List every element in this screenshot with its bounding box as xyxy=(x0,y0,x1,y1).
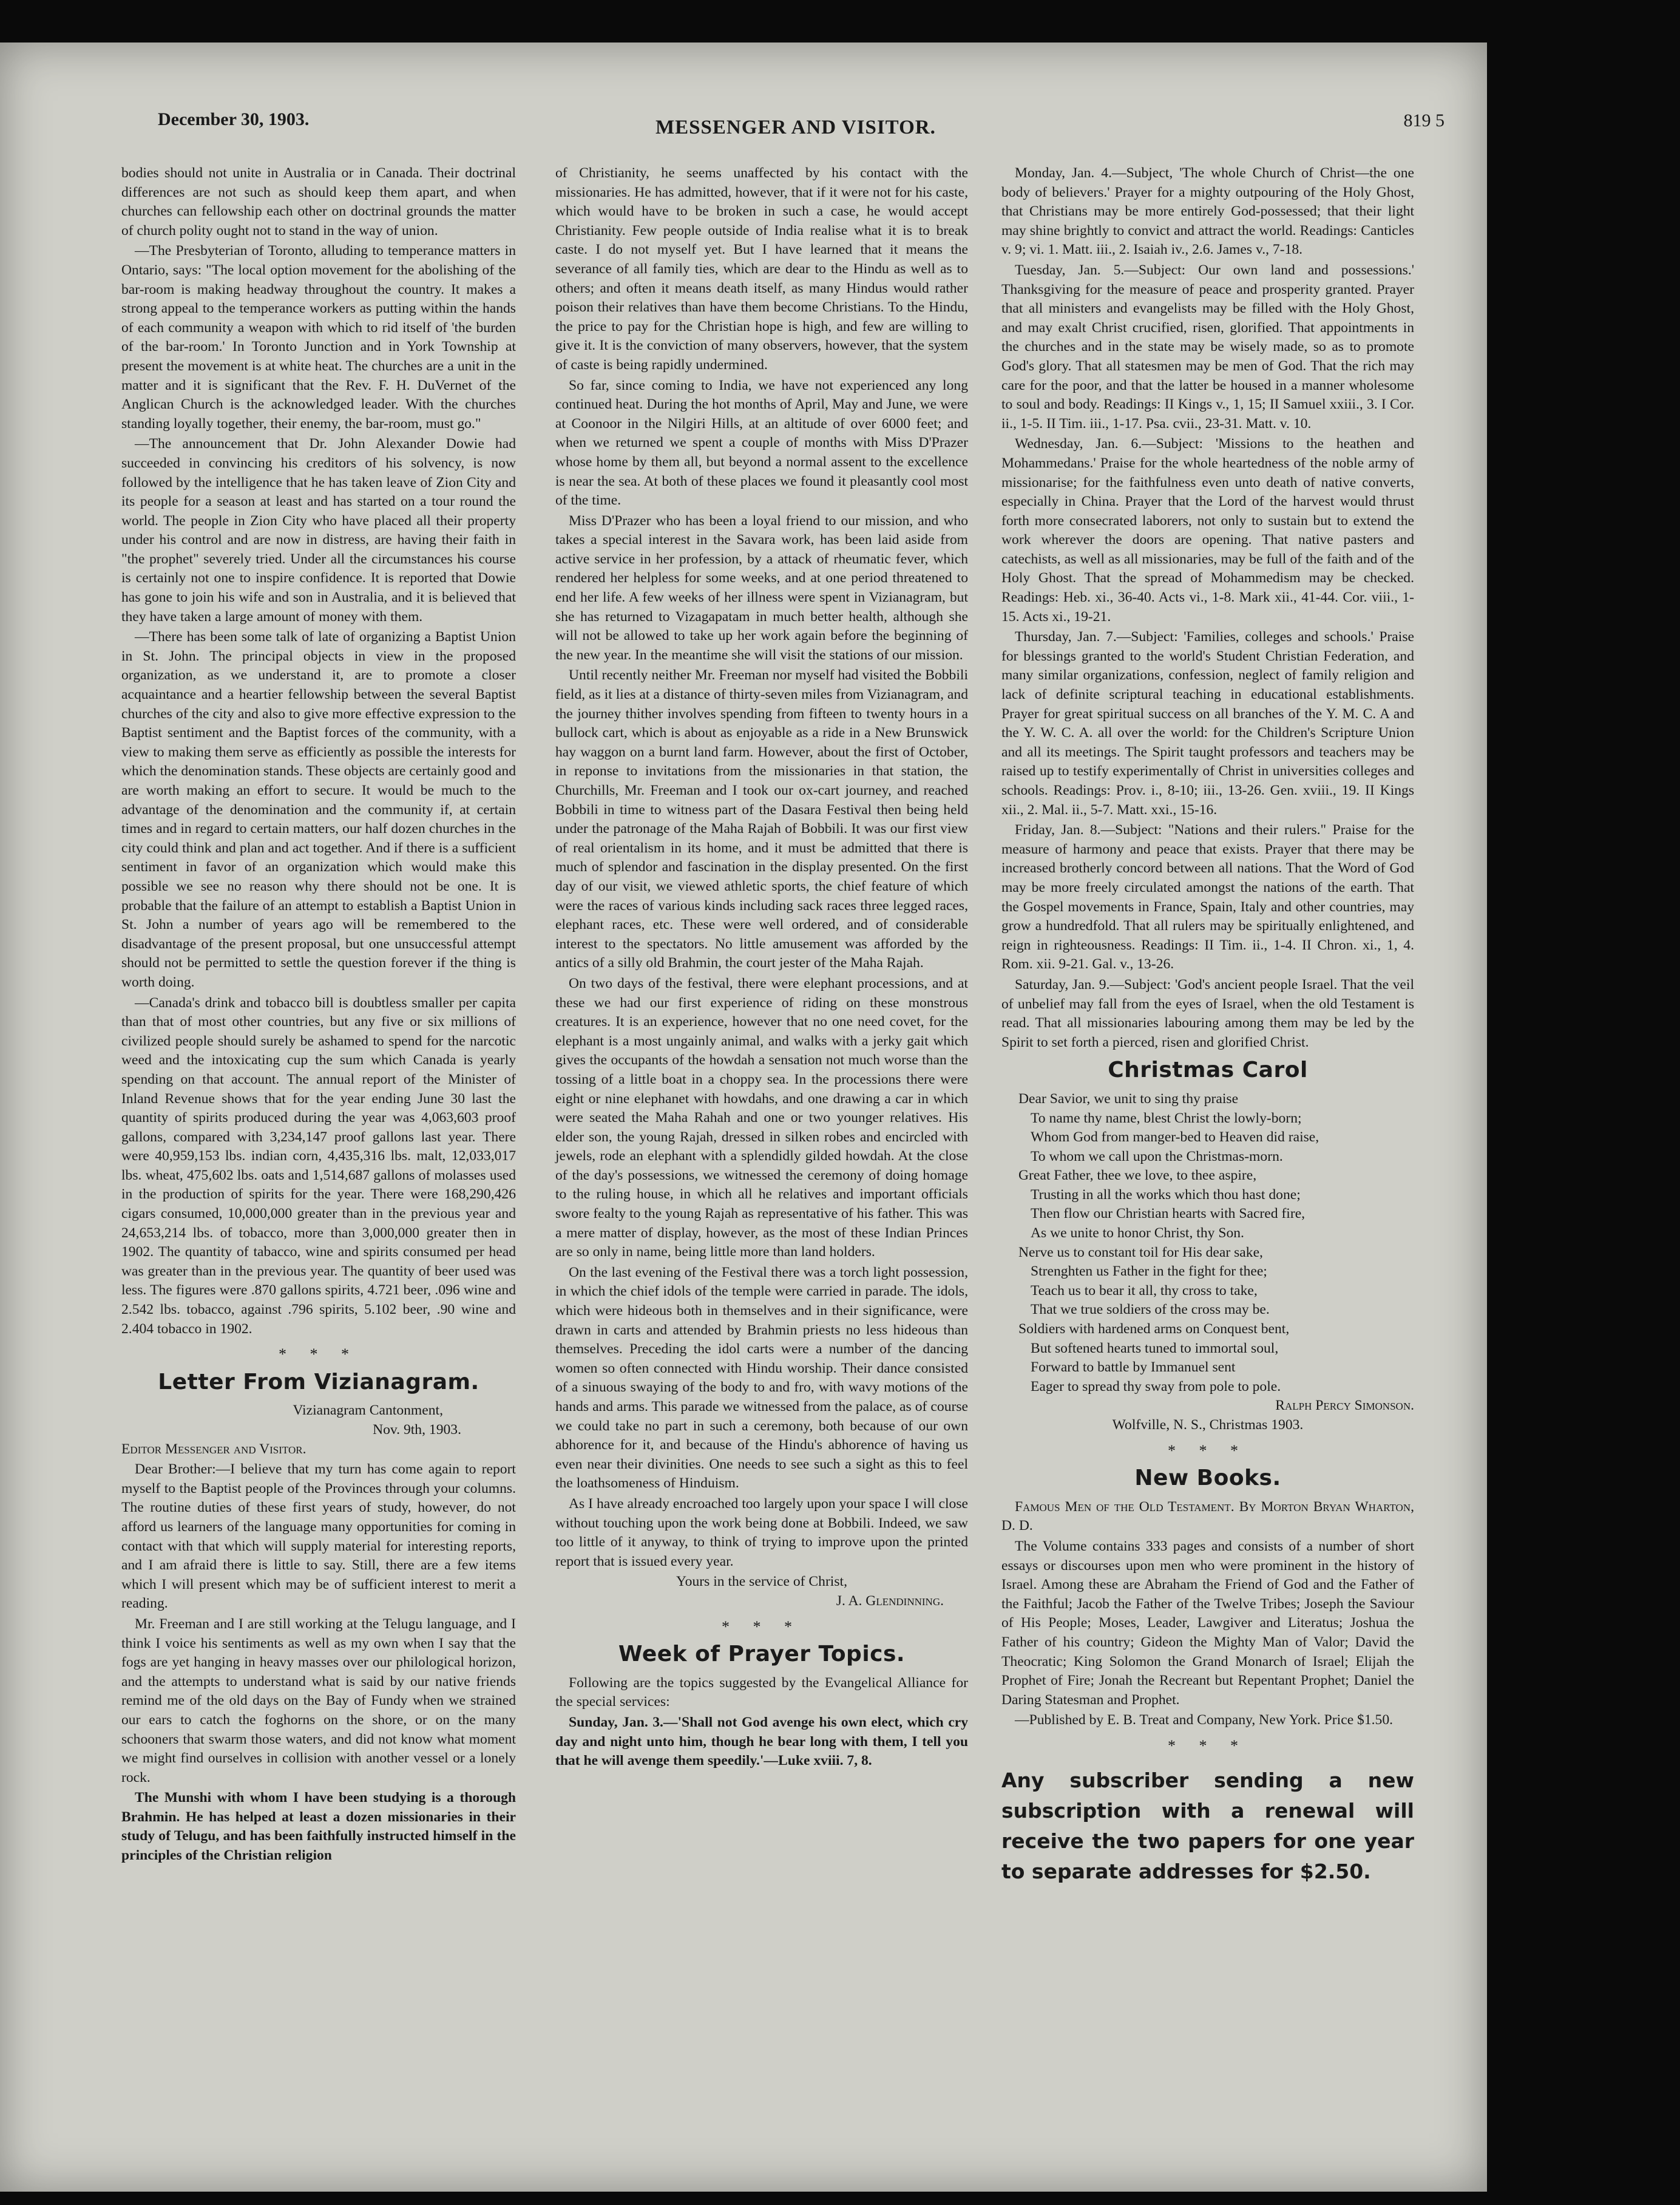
paragraph: Sunday, Jan. 3.—'Shall not God avenge his own elect, which cry day and night unto him, though he bear long with them, I tell you that he will avenge them speedily.'—Luke xviii. 7, 8. xyxy=(555,1714,968,1769)
article-heading-prayer: Week of Prayer Topics. xyxy=(618,1642,906,1667)
paragraph: The Munshi with whom I have been studying is a thorough Brahmin. He has helped at least a dozen missionaries in their study of Telugu, and has been faithfully instructed himself in the principles of the Christian religion xyxy=(121,1790,516,1864)
paragraph: —There has been some talk of late of organizing a Baptist Union in St. John. The principal objects in view in the proposed organization, as we understand it, are to promote a closer acquaintance and a heartier fellowship between the several Baptist churches of the city and also to give more effective expression to the Baptist sentiment and the Baptist forces of the community, with a view to making them serve as efficiently as possible the interests for which the denomination stands. These objects are certainly good and are worth making an effort to secure. It would be much to the advantage of the denomination and the community if, at certain times and in regard to certain matters, our half dozen churches in the city could think and plan and act together. And if there is a sufficient sentiment in favor of an organization which would make this possible we see no reason why there should not be one. It is probable that the failure of an attempt to establish a Baptist Union in St. John a number of years ago will be remembered to the disadvantage of the present proposal, but one unsuccessful attempt should not be permitted to settle the question forever if the thing is worth doing. xyxy=(121,629,516,990)
poem-line: Soldiers with hardened arms on Conquest bent, xyxy=(1018,1321,1290,1337)
poem-line: Eager to spread thy sway from pole to pole. xyxy=(1031,1378,1281,1395)
paragraph: Thursday, Jan. 7.—Subject: 'Families, colleges and schools.' Praise for blessings granted to the world's Student Christian Federation, and many similar organizations, confession, neglect of family religion and lack of definite scriptural teaching in educational establishments. Prayer for great spiritual success on all branches of the Y. M. C. A and the Y. W. C. A. all over the world: for the Children's Scripture Union and all its meetings. The Spirit taught professors and teachers may be raised up to testify experimentally of Christ in universities colleges and schools. Readings: Prov. i., 8-10; iii., 13-26. Gen. xviii., 19. II Kings xii., 2. Mal. ii., 5-7. Matt. xxi., 15-16. xyxy=(1001,629,1414,818)
poem-line: To name thy name, blest Christ the lowly-born; xyxy=(1031,1110,1302,1126)
paragraph: Tuesday, Jan. 5.—Subject: Our own land and possessions.' Thanksgiving for the measure of peace and prosperity granted. Prayer that all ministers and evangelists may be filled with the Holy Ghost, and may exalt Christ crucified, risen, glorified. That appointments in the churches and in the state may be wisely made, so as to promote God's glory. That all statesmen may be men of God. That the rich may care for the poor, and that the latter be housed in a manner wholesome to soul and body. Readings: II Kings v., 1, 15; II Samuel xxiii., 3. I Cor. ii., 1-5. II Tim. iii., 1-17. Psa. cvii., 23-31. Matt. v. 10. xyxy=(1001,262,1414,432)
dateline: Nov. 9th, 1903. xyxy=(373,1422,461,1438)
poem-line: Nerve us to constant toil for His dear sake, xyxy=(1018,1244,1263,1260)
paragraph: —Canada's drink and tobacco bill is doubtless smaller per capita than that of most other countries, but any five or six millions of civilized people should surely be ashamed to spend for the narcotic weed and the intoxicating cup the sum which Canada is yearly spending on that account. The annual report of the Minister of Inland Revenue shows that for the year ending June 30 last the quantity of spirits produced during the year was 4,063,603 proof gallons, compared with 3,234,147 proof gallons last year. There were 40,959,153 lbs. indian corn, 4,435,316 lbs. malt, 12,033,017 lbs. wheat, 475,602 lbs. oats and 1,514,687 gallons of molasses used in the production of spirits for the year. There were 168,290,426 cigars consumed, 10,000,000 greater than in the previous year and 24,653,214 lbs. of tobacco, more than 3,000,000 greater then in 1902. The quantity of tabacco, wine and spirits consumed per head was greater than in the previous year. The quantity of beer used was less. The figures were .870 gallons spirits, 4.721 beer, .096 wine and 2.542 lbs. tobacco, against .796 spirits, 5.102 beer, .90 wine and 2.404 tobacco in 1902. xyxy=(121,994,516,1337)
dateline: Vizianagram Cantonment, xyxy=(293,1402,443,1419)
poem-line: But softened hearts tuned to immortal soul, xyxy=(1031,1340,1279,1356)
poem xyxy=(1018,1090,1414,1397)
salutation: Editor Messenger and Visitor. xyxy=(121,1441,307,1457)
poem-line: Dear Savior, we unit to sing thy praise xyxy=(1018,1090,1239,1107)
paragraph: Saturday, Jan. 9.—Subject: 'God's ancient people Israel. That the veil of unbelief may fall from the eyes of Israel, when the old Testament is read. That all missionaries labouring among them may be led by the Spirit to set forth a pierced, risen and glorified Christ. xyxy=(1001,976,1414,1050)
poem-author: Ralph Percy Simonson. xyxy=(1275,1398,1414,1414)
paragraph: of Christianity, he seems unaffected by his contact with the missionaries. He has admitted, however, that if it were not for his caste, which would have to be broken in such a case, he would accept Christianity. Few people outside of India realise what it is to break caste. I do not myself yet. But I have learned that it means the severance of all family ties, which are dear to the Hindu as well as to others; and often it means death itself, as many Hindus would rather poison their relatives than have them become Christians. To the Hindu, the price to pay for the Christian hope is high, and few are willing to give it. It is the conviction of many observers, however, that the system of caste is being rapidly undermined. xyxy=(555,165,968,373)
paragraph: On two days of the festival, there were elephant processions, and at these we had our first experience of riding on these monstrous creatures. It is an experience, however that no one need covet, for the elephant is a most ungainly animal, and walks with a jerky gait which gives the occupants of the howdah a sensation not much worse than the tossing of a little boat in a choppy sea. In the processions there were eight or nine elephanet with howdahs, and one drawing a car in which were seated the Maha Rahah and one or two younger relatives. His elder son, the young Rajah, dressed in silken robes and encircled with jewels, rode an elephant with a splendidly gilded howdah. At the close of the day's possessions, we witnessed the ceremony of doing homage to the ruling house, in which all he relatives and important officials swore fealty to the young Rajah as representative of his father. This was a mere matter of display, however, as the most of these Indian Princes are so only in name, being little more than land holders. xyxy=(555,975,968,1260)
paragraph: As I have already encroached too largely upon your space I will close without touching upon the work being done at Bobbili. Indeed, we saw too little of it anyway, to think of trying to improve upon the printed report that is issued every year. xyxy=(555,1495,968,1569)
paragraph: On the last evening of the Festival there was a torch light possession, in which the chief idols of the temple were carried in parade. The idols, which were hideous both in themselves and in their significance, were drawn in carts and attended by Brahmin priests no less hideous than themselves. Preceding the idol carts were a number of the dancing women so often connected with Hindu worship. Their dance consisted of a sinuous swaying of the body to and fro, with wavy motions of the hands and arms. This parade we witnessed from the palace, as of course we could take no part in such a ceremony, both because of our own abhorence for it, and because of the Hindu's abhorence of having us even near their divinities. One needs to see such a sight as this to feel the loathsomeness of Hinduism. xyxy=(555,1264,968,1492)
paragraph: Dear Brother:—I believe that my turn has come again to report myself to the Baptist people of the Provinces through your columns. The routine duties of these first years of study, however, do not afford us learners of the language many opportunities for coming in contact with that which will supply material for interesting reports, and I am afraid there is little to say. Still, there are a few items which I will present which may be of sufficient interest to merit a reading. xyxy=(121,1461,516,1612)
paragraph: The Volume contains 333 pages and consists of a number of short essays or discourses upon men who were prominent in the history of Israel. Among these are Abraham the Friend of God and the Father of the Faithful; Jacob the Father of the Twelve Tribes; Joseph the Saviour of His People; Moses, Leader, Lawgiver and Literatus; Joshua the Father of his country; Gideon the Mighty Man of Valor; David the Theocratic; King Solomon the Grand Monarch of Israel; Elijah the Prophet of Fire; Jonah the Recreant but Repentant Prophet; Daniel the Daring Statesman and Prophet. xyxy=(1001,1538,1414,1708)
closing-line: Yours in the service of Christ, xyxy=(676,1574,848,1590)
paragraph: Friday, Jan. 8.—Subject: "Nations and their rulers." Praise for the measure of harmony and peace that exists. Prayer that there may be increased brotherly concord between all nations. That the Word of God may be more freely circulated amongst the nations of the earth. That the Gospel movements in France, Spain, Italy and other countries, may grow a hundredfold. That all rulers may be spiritually enlightened, and reign in righteousness. Readings: II Tim. ii., 1-4. II Chron. xi., 1, 4. Rom. xii. 9-21. Gal. v., 13-26. xyxy=(1001,822,1414,973)
paragraph: Miss D'Prazer who has been a loyal friend to our mission, and who takes a special interest in the Savara work, has been laid aside from active service in her profession, by a attack of rheumatic fever, which rendered her helpless for some weeks, and at one period threatened to end her life. A few weeks of her illness were spent in Vizianagram, but she has returned to Vizagapatam in much better health, although she will not be allowed to take up her work again before the beginning of the new year. In the meantime she will visit the stations of our mission. xyxy=(555,512,968,663)
poem-line: Trusting in all the works which thou hast done; xyxy=(1031,1186,1301,1203)
poem-line: Great Father, thee we love, to thee aspire, xyxy=(1018,1167,1257,1184)
masthead-title: MESSENGER AND VISITOR. xyxy=(655,117,936,138)
poem-line: To whom we call upon the Christmas-morn. xyxy=(1031,1148,1283,1164)
paragraph: Wednesday, Jan. 6.—Subject: 'Missions to the heathen and Mohammedans.' Praise for the whole heartedness of the noble army of missionarise; for the faithfulness even unto death of native converts, especially in China. Prayer that the Lord of the harvest would thrust forth more consecrated laborers, not only to sustain but to extend the work wherever the doors are opening. That native pasters and catechists, as well as all missionaries, may be full of the faith and of the Holy Ghost. That the spread of Mohammedism may be checked. Readings: Heb. xi., 36-40. Acts vi., 1-8. Mark xii., 41-44. Cor. viii., 1-15. Acts xi., 19-21. xyxy=(1001,436,1414,625)
paragraph: —Published by E. B. Treat and Company, New York. Price $1.50. xyxy=(1015,1712,1394,1728)
section-divider: * * * xyxy=(722,1617,802,1636)
poem-line: Teach us to bear it all, thy cross to take, xyxy=(1031,1282,1258,1299)
poem-line: Strenghten us Father in the fight for thee; xyxy=(1031,1263,1267,1280)
article-heading-carol: Christmas Carol xyxy=(1108,1058,1308,1083)
column-left xyxy=(121,164,516,1867)
subscription-offer: Any subscriber sending a new subscription with a renewal will receive the two papers for one year to separate addresses for $2.50. xyxy=(1001,1768,1414,1883)
section-divider: * * * xyxy=(279,1345,359,1364)
section-divider: * * * xyxy=(1168,1736,1248,1755)
paragraph: Until recently neither Mr. Freeman nor myself had visited the Bobbili field, as it lies at a distance of thirty-seven miles from Vizianagram, and the journey thither involves spending from fifteen to twenty hours in a bullock cart, which is about as enjoyable as a ride in a New Brunswick hay waggon on a burnt land farm. However, about the first of October, in reponse to invitations from the missionaries in that station, the Churchills, Mr. Freeman and I took our ox-cart journey, and reached Bobbili in time to witness part of the Dasara Festival then being held under the patronage of the Maha Rajah of Bobbili. It was our first view of real orientalism in its home, and it must be admitted that there is much of splendor and fascination in the display presented. On the first day of our visit, we viewed athletic sports, the chief feature of which were the races of various kinds including sack races three legged races, elephant races, etc. These were well ordered, and of considerable interest to the spectators. No little amusement was afforded by the antics of a silly old Brahmin, the court jester of the Maha Rajah. xyxy=(555,667,968,971)
issue-date: December 30, 1903. xyxy=(158,109,310,129)
poem-line: Whom God from manger-bed to Heaven did raise, xyxy=(1031,1129,1319,1146)
poem-place-date: Wolfville, N. S., Christmas 1903. xyxy=(1112,1417,1304,1433)
column-middle xyxy=(555,164,968,1772)
page-header xyxy=(158,73,1445,138)
poem-line: Forward to battle by Immanuel sent xyxy=(1031,1359,1236,1376)
poem-line: That we true soldiers of the cross may be. xyxy=(1031,1302,1270,1318)
article-heading-letter: Letter From Vizianagram. xyxy=(158,1369,479,1395)
book-title: Famous Men of the Old Testament. By Morton Bryan Wharton, D. D. xyxy=(1001,1498,1414,1534)
signature: J. A. Glendinning. xyxy=(836,1592,944,1609)
paragraph: bodies should not unite in Australia or in Canada. Their doctrinal differences are not such as should keep them apart, and when churches can fellowship each other on doctrinal grounds the matter of church polity ought not to stand in the way of union. xyxy=(121,165,516,239)
page-number: 819 5 xyxy=(1403,110,1445,131)
paragraph: So far, since coming to India, we have not experienced any long continued heat. During the hot months of April, May and June, we were at Coonoor in the Nilgiri Hills, at an altitude of over 6000 feet; and when we returned we spent a couple of months with Miss D'Prazer whose home by them all, but beyond a normal assent to the excellence is near the sea. At both of these places we found it pleasantly cool most of the time. xyxy=(555,377,968,509)
paragraph: Monday, Jan. 4.—Subject, 'The whole Church of Christ—the one body of believers.' Prayer for a mighty outpouring of the Holy Ghost, that Christians may be more entirely God-possessed; that their light may shine brightly to convict and attract the world. Readings: Canticles v. 9; vi. 1. Matt. iii., 2. Isaiah iv., 2.6. James v., 7-18. xyxy=(1001,165,1414,258)
article-heading-books: New Books. xyxy=(1134,1466,1281,1491)
paragraph: —The Presbyterian of Toronto, alluding to temperance matters in Ontario, says: "The local option movement for the abolishing of the bar-room is making headway throughout the country. It makes a strong appeal to the temperance workers as putting within the hands of each community a weapon with which to rid itself of 'the burden of the bar-room.' In Toronto Junction and in York Township at present the movement is at white heat. The churches are a unit in the matter and it is significant that the Rev. F. H. DuVernet of the Anglican Church is the acknowledged leader. With the churches standing loyally together, their enemy, the bar-room, must go." xyxy=(121,243,516,432)
column-right xyxy=(1001,164,1414,1887)
paragraph: Mr. Freeman and I are still working at the Telugu language, and I think I voice his sentiments as well as my own when I say that the fogs are yet hanging in heavy masses over our philological horizon, and the attempts to understand what is said by our native friends remind me of the old days on the Bay of Fundy when we strained our ears to catch the foghorns on the shore, or on the many schooners that swarm those waters, and did not know what moment we might find ourselves in collision with another vessel or a lonely rock. xyxy=(121,1616,516,1785)
poem-line: As we unite to honor Christ, thy Son. xyxy=(1031,1225,1244,1242)
paragraph: —The announcement that Dr. John Alexander Dowie had succeeded in convincing his creditors of his solvency, is now followed by the intelligence that he has taken leave of Zion City and its people for a season at least and has started on a tour round the world. The people in Zion City who have placed all their property under his control and are now in distress, are having their faith in "the prophet" severely tried. Under all the circumstances his course is certainly not one to inspire confidence. It is reported that Dowie has gone to join his wife and son in Australia, and it is believed that they have taken a large amount of money with them. xyxy=(121,436,516,625)
paragraph: Following are the topics suggested by the Evangelical Alliance for the special services: xyxy=(555,1674,968,1710)
poem-line: Then flow our Christian hearts with Sacred fire, xyxy=(1031,1206,1306,1222)
section-divider: * * * xyxy=(1168,1441,1248,1459)
